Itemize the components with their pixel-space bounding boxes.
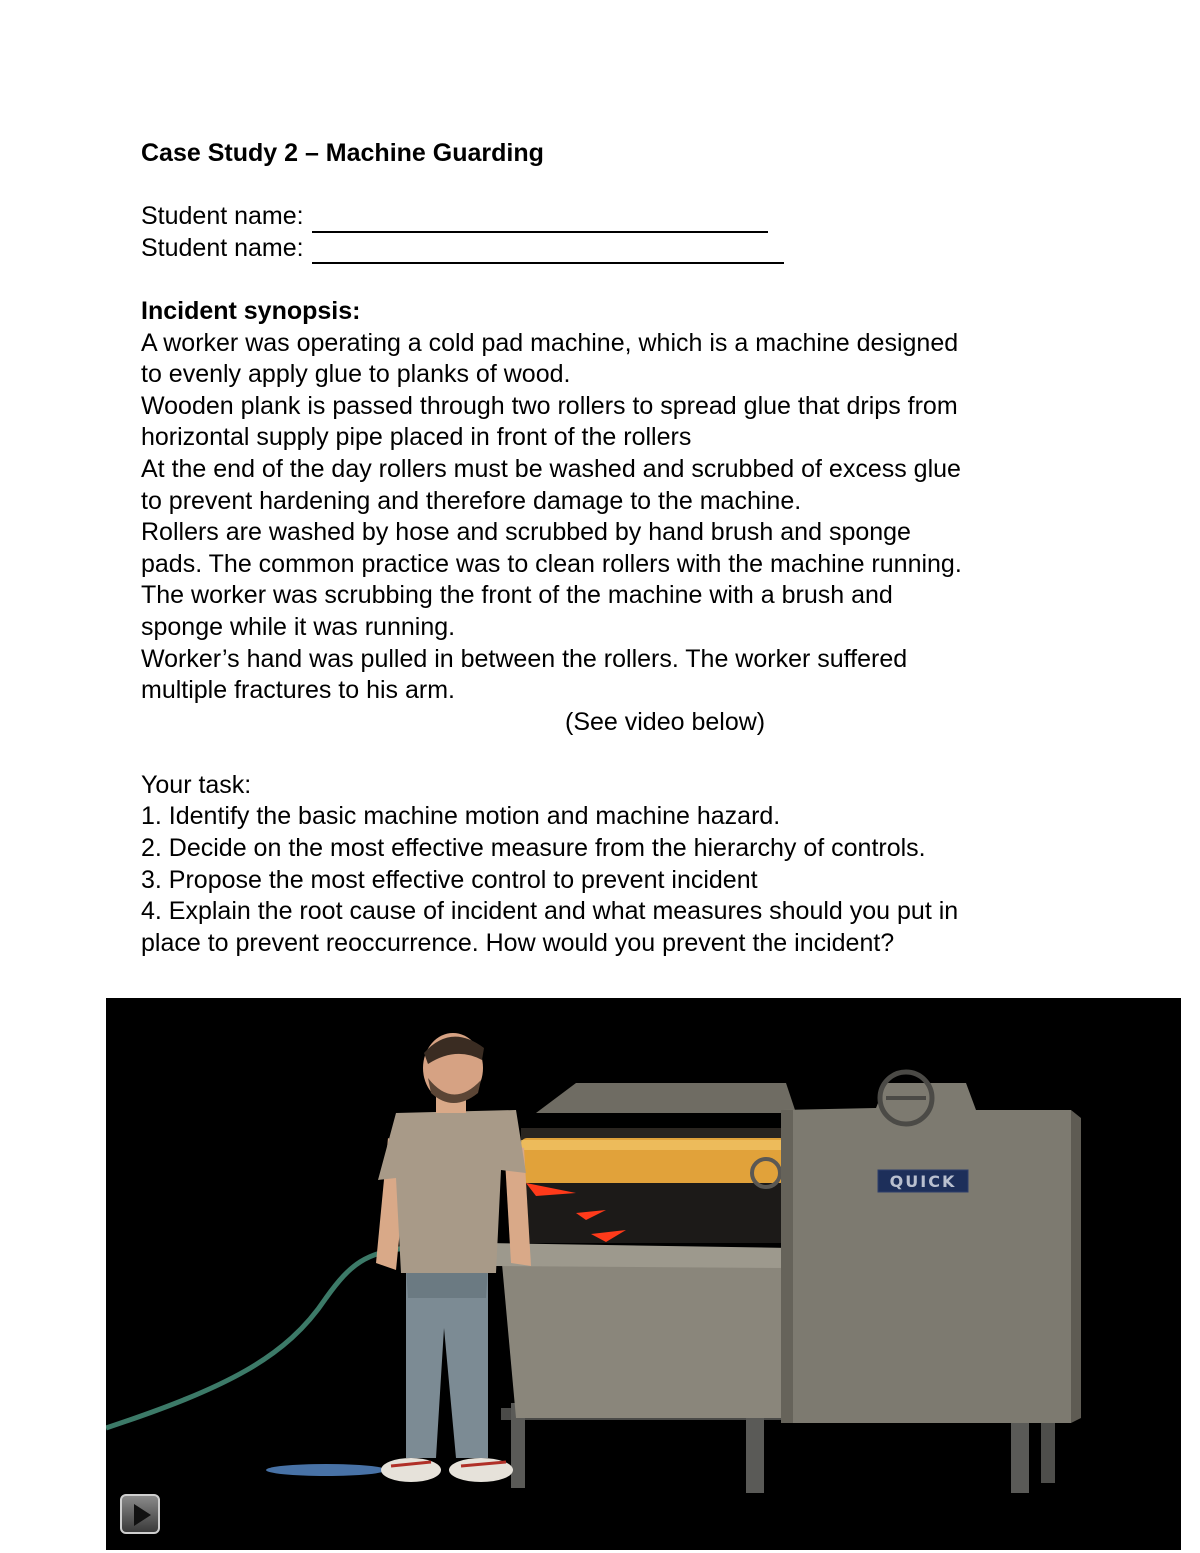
synopsis-line: The worker was scrubbing the front of the machine with a brush and: [141, 581, 893, 610]
task-list: [141, 801, 1061, 959]
machine-top: [536, 1083, 796, 1113]
task-item: place to prevent reoccurrence. How would you prevent the incident?: [141, 928, 895, 957]
synopsis-line: A worker was operating a cold pad machine, which is a machine designed: [141, 328, 959, 357]
synopsis-line: Rollers are washed by hose and scrubbed by hand brush and sponge: [141, 518, 911, 547]
student-name-blank[interactable]: [312, 209, 768, 233]
task-item: 2. Decide on the most effective measure from the hierarchy of controls.: [141, 834, 926, 863]
student-name-label: Student name:: [141, 202, 304, 231]
hose: [106, 1248, 406, 1428]
video-note: (See video below): [565, 707, 766, 736]
task-item: 4. Explain the root cause of incident and what measures should you put in: [141, 897, 959, 926]
synopsis-heading: Incident synopsis:: [141, 296, 361, 325]
synopsis-line: pads. The common practice was to clean rollers with the machine running.: [141, 549, 962, 578]
task-heading: Your task:: [141, 770, 252, 799]
synopsis-text: [141, 328, 1061, 707]
machine-body: [501, 1253, 786, 1418]
synopsis-line: Worker’s hand was pulled in between the rollers. The worker suffered: [141, 644, 908, 673]
student-name-row-1: [141, 201, 1061, 233]
student-name-row-2: [141, 233, 1061, 265]
document-title: Case Study 2 – Machine Guarding: [141, 139, 544, 167]
brand-label: QUICK: [889, 1172, 957, 1191]
video-frame: [106, 998, 1181, 1550]
synopsis-line: horizontal supply pipe placed in front of the rollers: [141, 423, 692, 452]
housing-edge: [781, 1110, 793, 1423]
roller-highlight: [521, 1140, 786, 1150]
task-item: 1. Identify the basic machine motion and machine hazard.: [141, 802, 781, 831]
synopsis-line: to prevent hardening and therefore damage to the machine.: [141, 486, 802, 515]
machine-side-housing: [781, 1083, 1071, 1423]
machine-lip: [486, 1243, 791, 1268]
play-button[interactable]: [120, 1494, 160, 1534]
synopsis-line: multiple fractures to his arm.: [141, 676, 455, 705]
synopsis-line: to evenly apply glue to planks of wood.: [141, 360, 571, 389]
student-name-label: Student name:: [141, 233, 304, 262]
document-body: [141, 138, 1061, 959]
synopsis-line: sponge while it was running.: [141, 612, 456, 641]
task-item: 3. Propose the most effective control to prevent incident: [141, 865, 758, 894]
video-player[interactable]: [106, 998, 1181, 1550]
play-icon: [134, 1504, 151, 1526]
student-name-blank[interactable]: [312, 240, 784, 264]
housing-shadow: [1071, 1110, 1081, 1423]
synopsis-line: At the end of the day rollers must be washed and scrubbed of excess glue: [141, 454, 961, 483]
water-puddle: [266, 1464, 386, 1476]
synopsis-line: Wooden plank is passed through two rollers to spread glue that drips from: [141, 391, 958, 420]
